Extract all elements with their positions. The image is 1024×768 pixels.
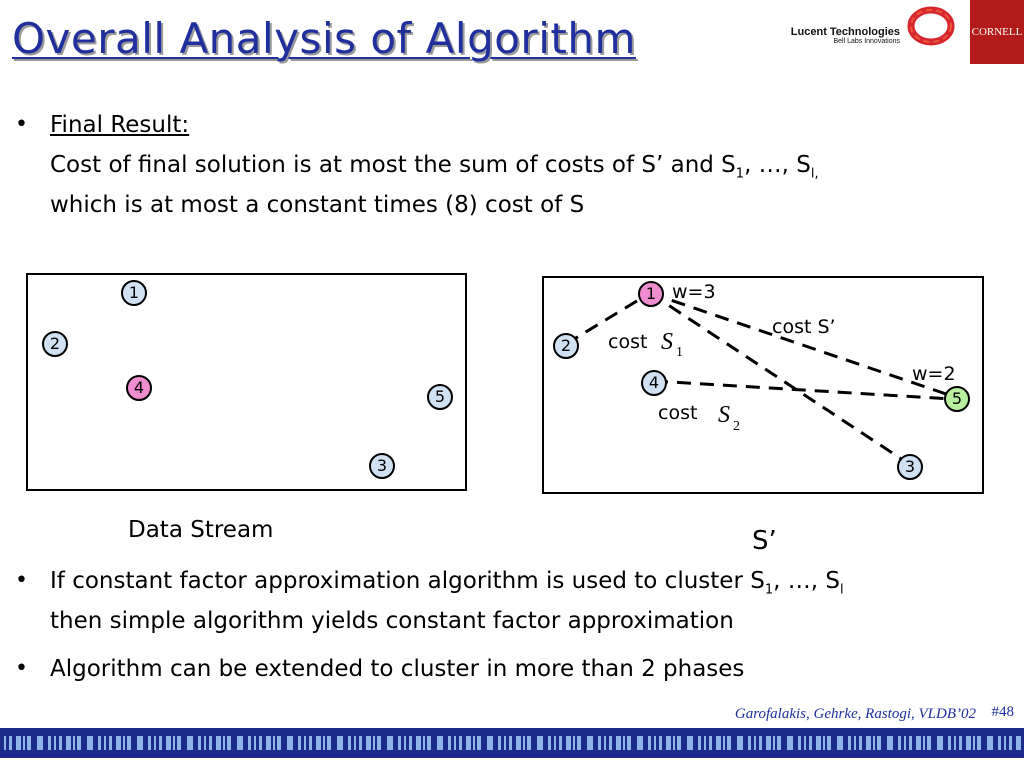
barcode-stripe bbox=[177, 736, 181, 750]
barcode-stripe bbox=[873, 736, 875, 750]
barcode-stripe bbox=[359, 736, 362, 750]
barcode-stripe bbox=[466, 736, 471, 750]
barcode-stripe bbox=[527, 736, 531, 750]
cost-s-prime-label: cost S’ bbox=[772, 316, 836, 338]
barcode-stripe bbox=[923, 736, 925, 750]
final-result-line-2: which is at most a constant times (8) cost of S bbox=[50, 192, 585, 218]
left-node-5: 5 bbox=[427, 384, 453, 410]
barcode-stripe bbox=[187, 736, 193, 750]
bullet-marker: • bbox=[15, 656, 28, 681]
barcode-stripe bbox=[716, 736, 721, 750]
barcode-stripe bbox=[937, 736, 943, 750]
footer-citation: Garofalakis, Gehrke, Rastogi, VLDB’02 bbox=[734, 706, 976, 722]
barcode-stripe bbox=[616, 736, 621, 750]
barcode-stripe bbox=[866, 736, 871, 750]
data-stream-caption: Data Stream bbox=[128, 517, 274, 543]
barcode-stripe bbox=[273, 736, 275, 750]
barcode-stripe bbox=[766, 736, 771, 750]
barcode-stripe bbox=[427, 736, 431, 750]
barcode-stripe bbox=[54, 736, 56, 750]
barcode-stripe bbox=[859, 736, 862, 750]
left-node-3: 3 bbox=[369, 453, 395, 479]
barcode-stripe bbox=[373, 736, 375, 750]
barcode-stripe bbox=[627, 736, 631, 750]
barcode-stripe bbox=[598, 736, 601, 750]
barcode-stripe bbox=[848, 736, 851, 750]
barcode-stripe bbox=[877, 736, 881, 750]
barcode-stripe bbox=[704, 736, 706, 750]
edge-1-5 bbox=[650, 293, 952, 396]
barcode-stripe bbox=[654, 736, 656, 750]
barcode-stripe bbox=[504, 736, 506, 750]
barcode-stripe bbox=[823, 736, 825, 750]
final-result-line-1-mid: , …, S bbox=[744, 152, 811, 178]
barcode-stripe bbox=[587, 736, 593, 750]
barcode-stripe bbox=[209, 736, 212, 750]
barcode-stripe bbox=[573, 736, 575, 750]
barcode-stripe bbox=[166, 736, 171, 750]
barcode-stripe bbox=[904, 736, 906, 750]
barcode-stripe bbox=[916, 736, 921, 750]
barcode-stripe bbox=[666, 736, 671, 750]
barcode-stripe bbox=[887, 736, 893, 750]
subscript-1: 1 bbox=[676, 345, 683, 360]
barcode-stripe bbox=[377, 736, 381, 750]
barcode-stripe bbox=[477, 736, 481, 750]
barcode-stripe bbox=[673, 736, 675, 750]
barcode-stripe bbox=[727, 736, 731, 750]
barcode-stripe bbox=[637, 736, 643, 750]
barcode-stripe bbox=[523, 736, 525, 750]
right-node-1: 1 bbox=[638, 281, 664, 307]
barcode-stripe bbox=[959, 736, 962, 750]
final-result-heading: Final Result: bbox=[50, 112, 190, 138]
barcode-stripe bbox=[954, 736, 956, 750]
barcode-stripe bbox=[298, 736, 301, 750]
barcode-stripe bbox=[198, 736, 201, 750]
barcode-stripe bbox=[777, 736, 781, 750]
barcode-stripe bbox=[248, 736, 251, 750]
cornell-logo: CORNELL bbox=[970, 0, 1024, 64]
barcode-stripe bbox=[577, 736, 581, 750]
barcode-stripe bbox=[223, 736, 225, 750]
s-symbol: S bbox=[661, 329, 673, 355]
subscript: 1 bbox=[735, 166, 745, 182]
bullet-2-line-2: then simple algorithm yields constant factor approximation bbox=[50, 608, 734, 634]
barcode-stripe bbox=[73, 736, 75, 750]
page-number: #48 bbox=[991, 704, 1014, 720]
barcode-stripe bbox=[498, 736, 501, 750]
subscript: 1 bbox=[764, 582, 774, 598]
bullet-2-line-1-text: If constant factor approximation algorithm is used to cluster S bbox=[50, 568, 765, 594]
barcode-stripe bbox=[787, 736, 793, 750]
barcode-stripe bbox=[1004, 736, 1006, 750]
right-node-4: 4 bbox=[641, 370, 667, 396]
barcode-stripe bbox=[677, 736, 681, 750]
barcode-stripe bbox=[1009, 736, 1012, 750]
slide-title: Overall Analysis of Algorithm bbox=[12, 14, 636, 63]
barcode-stripe bbox=[816, 736, 821, 750]
barcode-stripe bbox=[966, 736, 971, 750]
barcode-stripe bbox=[127, 736, 131, 750]
barcode-stripe bbox=[948, 736, 951, 750]
bullet-marker: • bbox=[15, 112, 28, 137]
barcode-stripe bbox=[304, 736, 306, 750]
right-node-2: 2 bbox=[553, 333, 579, 359]
bullet-2-line-1-mid: , …, S bbox=[773, 568, 840, 594]
subscript: l bbox=[839, 582, 844, 598]
barcode-stripe bbox=[266, 736, 271, 750]
barcode-stripe bbox=[623, 736, 625, 750]
barcode-stripe bbox=[173, 736, 175, 750]
barcode-stripe bbox=[973, 736, 975, 750]
barcode-stripe bbox=[537, 736, 543, 750]
edge-4-5 bbox=[654, 381, 952, 399]
barcode-stripe bbox=[977, 736, 981, 750]
barcode-stripe bbox=[1016, 736, 1021, 750]
barcode-stripe bbox=[316, 736, 321, 750]
barcode-stripe bbox=[159, 736, 162, 750]
barcode-stripe bbox=[227, 736, 231, 750]
barcode-stripe bbox=[809, 736, 812, 750]
s-symbol: S bbox=[718, 402, 730, 428]
barcode-stripe bbox=[137, 736, 143, 750]
barcode-stripe bbox=[154, 736, 156, 750]
barcode-stripe bbox=[4, 736, 6, 750]
barcode-stripe bbox=[116, 736, 121, 750]
barcode-stripe bbox=[473, 736, 475, 750]
barcode-stripe bbox=[254, 736, 256, 750]
barcode-stripe bbox=[454, 736, 456, 750]
barcode-stripe bbox=[309, 736, 312, 750]
barcode-stripe bbox=[104, 736, 106, 750]
lucent-logo-name: Lucent Technologies bbox=[790, 26, 900, 38]
barcode-stripe bbox=[837, 736, 843, 750]
barcode-stripe bbox=[754, 736, 756, 750]
barcode-stripe bbox=[48, 736, 51, 750]
lucent-logo-tagline: Bell Labs Innovations bbox=[833, 38, 900, 45]
barcode-stripe bbox=[123, 736, 125, 750]
barcode-stripe bbox=[748, 736, 751, 750]
barcode-stripe bbox=[87, 736, 93, 750]
barcode-stripe bbox=[927, 736, 931, 750]
barcode-stripe bbox=[548, 736, 551, 750]
barcode-stripe bbox=[59, 736, 62, 750]
barcode-stripe bbox=[366, 736, 371, 750]
footer-barcode-band bbox=[0, 728, 1024, 758]
barcode-stripe bbox=[16, 736, 21, 750]
barcode-stripe bbox=[709, 736, 712, 750]
barcode-stripe bbox=[448, 736, 451, 750]
cost-label: cost bbox=[658, 402, 698, 424]
barcode-stripe bbox=[216, 736, 221, 750]
barcode-stripe bbox=[27, 736, 31, 750]
barcode-stripe bbox=[148, 736, 151, 750]
barcode-stripe bbox=[509, 736, 512, 750]
barcode-stripe bbox=[648, 736, 651, 750]
barcode-stripe bbox=[898, 736, 901, 750]
right-node-3: 3 bbox=[897, 454, 923, 480]
barcode-stripe bbox=[998, 736, 1001, 750]
barcode-stripe bbox=[23, 736, 25, 750]
barcode-stripe bbox=[759, 736, 762, 750]
barcode-stripe bbox=[98, 736, 101, 750]
barcode-stripe bbox=[204, 736, 206, 750]
barcode-stripe bbox=[559, 736, 562, 750]
cost-label: cost bbox=[608, 331, 648, 353]
barcode-stripe bbox=[604, 736, 606, 750]
barcode-stripe bbox=[487, 736, 493, 750]
barcode-stripe bbox=[259, 736, 262, 750]
barcode-stripe bbox=[404, 736, 406, 750]
left-node-4: 4 bbox=[126, 375, 152, 401]
barcode-stripe bbox=[423, 736, 425, 750]
w3-label: w=3 bbox=[672, 281, 716, 303]
barcode-stripe bbox=[323, 736, 325, 750]
barcode-stripe bbox=[9, 736, 12, 750]
barcode-stripe bbox=[277, 736, 281, 750]
right-node-5: 5 bbox=[944, 386, 970, 412]
barcode-stripe bbox=[77, 736, 81, 750]
barcode-stripe bbox=[659, 736, 662, 750]
barcode-stripe bbox=[554, 736, 556, 750]
barcode-stripe bbox=[459, 736, 462, 750]
left-node-1: 1 bbox=[121, 280, 147, 306]
barcode-stripe bbox=[698, 736, 701, 750]
barcode-stripe bbox=[804, 736, 806, 750]
barcode-stripe bbox=[723, 736, 725, 750]
barcode-stripe bbox=[516, 736, 521, 750]
barcode-stripe bbox=[827, 736, 831, 750]
barcode-stripe bbox=[737, 736, 743, 750]
barcode-stripe bbox=[609, 736, 612, 750]
barcode-stripe bbox=[687, 736, 693, 750]
barcode-stripe bbox=[354, 736, 356, 750]
left-node-2: 2 bbox=[42, 331, 68, 357]
barcode-stripe bbox=[387, 736, 393, 750]
bullet-2-line-1 bbox=[50, 566, 844, 596]
barcode-stripe bbox=[854, 736, 856, 750]
barcode-stripe bbox=[66, 736, 71, 750]
bullet-marker: • bbox=[15, 568, 28, 593]
barcode-stripe bbox=[416, 736, 421, 750]
barcode-stripe bbox=[287, 736, 293, 750]
barcode-stripe bbox=[37, 736, 43, 750]
subscript-2: 2 bbox=[733, 419, 740, 434]
barcode-stripe bbox=[909, 736, 912, 750]
subscript: l, bbox=[810, 166, 819, 182]
barcode-stripe bbox=[109, 736, 112, 750]
barcode-stripe bbox=[337, 736, 343, 750]
barcode-stripe bbox=[348, 736, 351, 750]
barcode-stripe bbox=[237, 736, 243, 750]
barcode-stripe bbox=[398, 736, 401, 750]
barcode-stripe bbox=[987, 736, 993, 750]
bullet-3-text: Algorithm can be extended to cluster in more than 2 phases bbox=[50, 656, 745, 682]
barcode-stripe bbox=[773, 736, 775, 750]
barcode-stripe bbox=[437, 736, 443, 750]
barcode-stripe bbox=[327, 736, 331, 750]
w2-label: w=2 bbox=[912, 363, 956, 385]
barcode-stripe bbox=[798, 736, 801, 750]
barcode-stripe bbox=[409, 736, 412, 750]
final-result-line-1-text: Cost of final solution is at most the sum of costs of S’ and S bbox=[50, 152, 736, 178]
barcode-stripe bbox=[566, 736, 571, 750]
s-prime-caption: S’ bbox=[752, 526, 777, 556]
